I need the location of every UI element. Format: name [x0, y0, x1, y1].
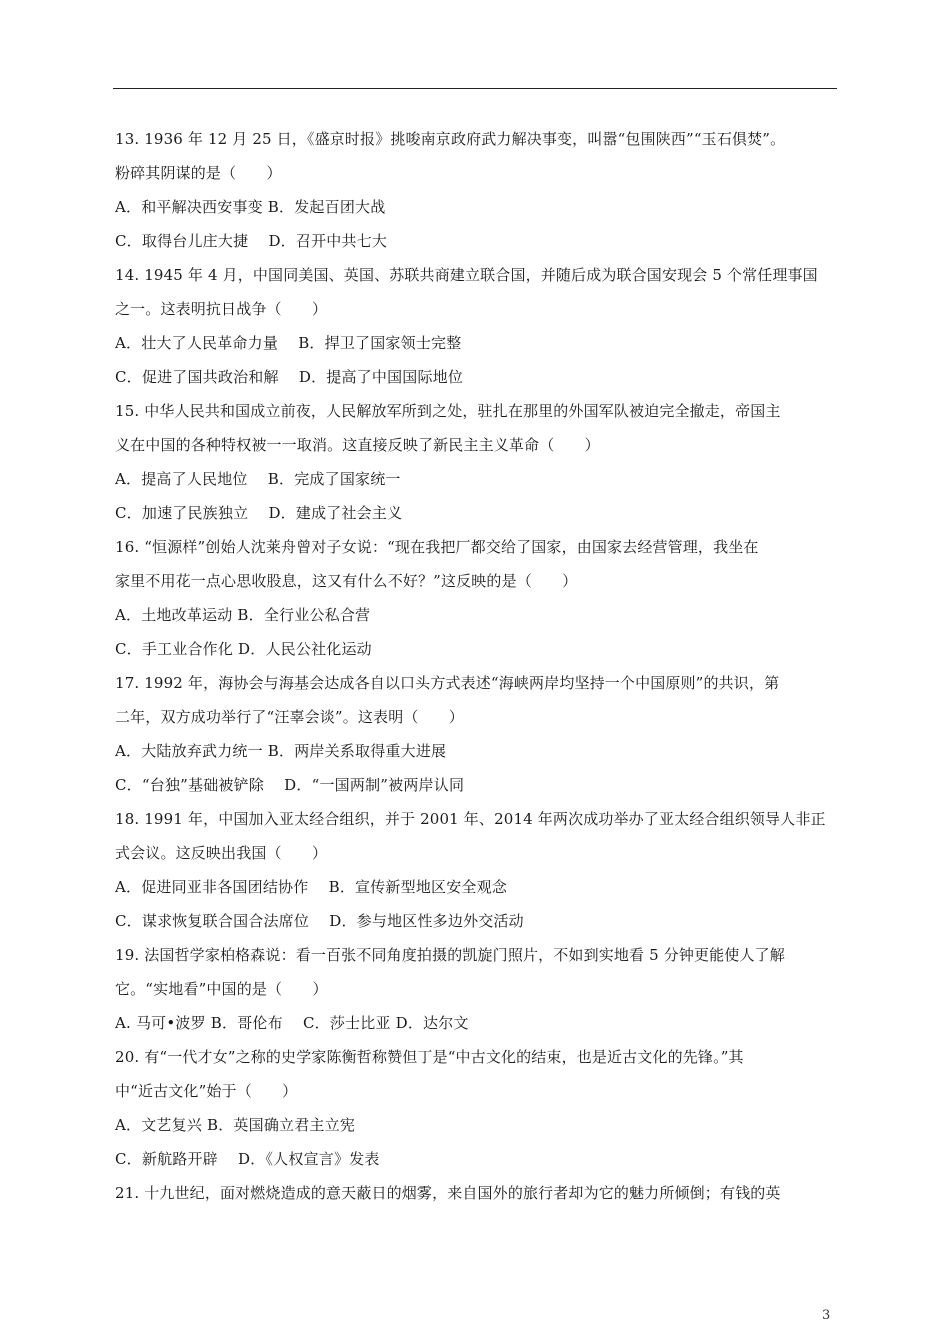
answer-options-line: A．提高了人民地位 B．完成了国家统一 [115, 470, 401, 488]
question-stem-line: 17. 1992 年，海协会与海基会达成各自以口头方式表述“海峡两岸均坚持一个中国原则”的共识，第 [115, 674, 780, 692]
question-stem-line: 15. 中华人民共和国成立前夜，人民解放军所到之处，驻扎在那里的外国军队被迫完全撤走，帝国主 [115, 402, 781, 420]
question-0 [115, 122, 837, 258]
question-stem-line: 它。“实地看”中国的是（ ） [115, 980, 328, 998]
answer-options-line: C．取得台儿庄大捷 D．召开中共七大 [115, 232, 388, 250]
question-4 [115, 666, 837, 802]
question-2 [115, 394, 837, 530]
question-stem-line: 16. “恒源样”创始人沈莱舟曾对子女说：“现在我把厂都交给了国家，由国家去经营管理，我坐在 [115, 538, 759, 556]
question-5 [115, 802, 837, 938]
question-stem-line: 18. 1991 年，中国加入亚太经合组织，并于 2001 年、2014 年两次成功举办了亚太经合组织领导人非正 [115, 810, 826, 828]
answer-options-line: A．和平解决西安事变 B．发起百团大战 [115, 198, 386, 216]
answer-options-line: C．新航路开辟 D．《人权宣言》发表 [115, 1150, 380, 1168]
answer-options-line: C．手工业合作化 D．人民公社化运动 [115, 640, 372, 658]
question-stem-line: 之一。这表明抗日战争（ ） [115, 300, 328, 318]
question-stem-line: 13. 1936 年 12 月 25 日，《盛京时报》挑唆南京政府武力解决事变，叫嚣“包围陕西”“玉石俱焚”。 [115, 130, 786, 148]
answer-options-line: A．土地改革运动 B．全行业公私合营 [115, 606, 371, 624]
answer-options-line: C．促进了国共政治和解 D．提高了中国国际地位 [115, 368, 464, 386]
answer-options-line: A. 马可•波罗 B．哥伦布 C．莎士比亚 D．达尔文 [115, 1014, 469, 1032]
question-stem-line: 粉碎其阴谋的是（ ） [115, 164, 282, 182]
question-stem-line: 义在中国的各种特权被一一取消。这直接反映了新民主主义革命（ ） [115, 436, 600, 454]
question-list [115, 122, 837, 1210]
answer-options-line: A．文艺复兴 B．英国确立君主立宪 [115, 1116, 356, 1134]
answer-options-line: C．加速了民族独立 D．建成了社会主义 [115, 504, 403, 522]
answer-options-line: A．壮大了人民革命力量 B．捍卫了国家领士完整 [115, 334, 462, 352]
question-stem-line: 21. 十九世纪，面对燃烧造成的意天蔽日的烟雾，来自国外的旅行者却为它的魅力所倾倒；有钱的英 [115, 1184, 781, 1202]
answer-options-line: A．促进同亚非各国团结协作 B．宣传新型地区安全观念 [115, 878, 508, 896]
question-stem-line: 中“近古文化”始于（ ） [115, 1082, 298, 1100]
answer-options-line: C．“台独”基础被铲除 D．“一国两制”被两岸认同 [115, 776, 465, 794]
answer-options-line: A．大陆放弃武力统一 B．两岸关系取得重大进展 [115, 742, 447, 760]
answer-options-line: C．谋求恢复联合国合法席位 D．参与地区性多边外交活动 [115, 912, 524, 930]
question-stem-line: 二年，双方成功举行了“汪辜会谈”。这表明（ ） [115, 708, 464, 726]
question-stem-line: 家里不用花一点心思收股息，这又有什么不好？”这反映的是（ ） [115, 572, 578, 590]
page-number: 3 [822, 1308, 831, 1323]
question-3 [115, 530, 837, 666]
question-8 [115, 1176, 837, 1210]
question-7 [115, 1040, 837, 1176]
question-stem-line: 20. 有“一代才女”之称的史学家陈衡哲称赞但丁是“中古文化的结束，也是近古文化的先锋。”其 [115, 1048, 744, 1066]
header-rule [113, 88, 837, 89]
question-stem-line: 14. 1945 年 4 月，中国同美国、英国、苏联共商建立联合国，并随后成为联合国安现会 5 个常任理事国 [115, 266, 818, 284]
question-stem-line: 19. 法国哲学家柏格森说：看一百张不同角度拍摄的凯旋门照片，不如到实地看 5 分钟更能使人了解 [115, 946, 785, 964]
question-stem-line: 式会议。这反映出我国（ ） [115, 844, 328, 862]
question-1 [115, 258, 837, 394]
question-6 [115, 938, 837, 1040]
